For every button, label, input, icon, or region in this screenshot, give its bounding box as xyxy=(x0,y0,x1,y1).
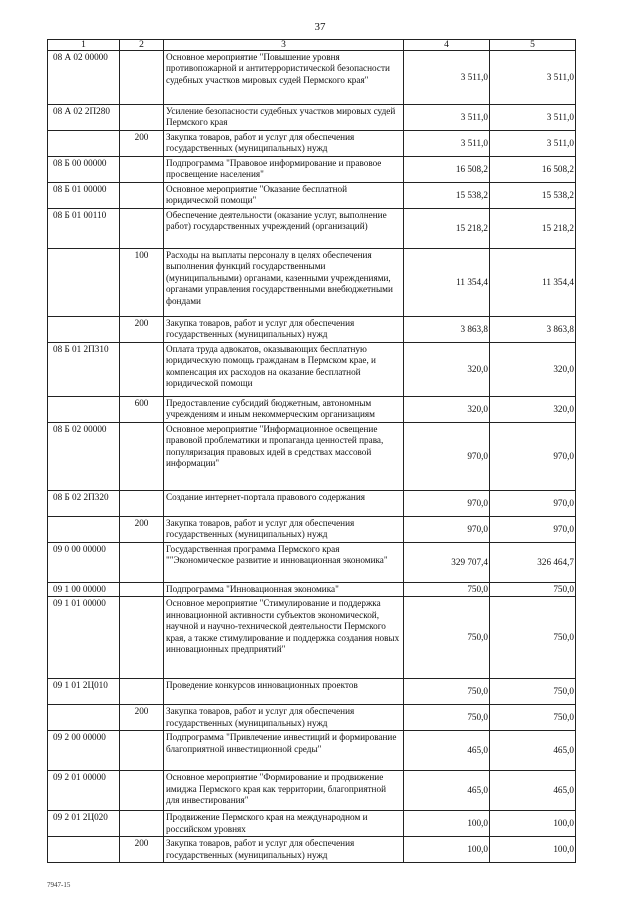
row-code: 09 1 00 00000 xyxy=(48,583,120,597)
row-name: Закупка товаров, работ и услуг для обеспечения государственных (муниципальных) нужд xyxy=(164,317,404,343)
table-row xyxy=(48,731,576,771)
row-value-col5: 326 464,7 xyxy=(490,543,576,583)
row-value-col4: 465,0 xyxy=(404,731,490,771)
row-name: Создание интернет-портала правового содержания xyxy=(164,491,404,517)
row-expense-type xyxy=(120,105,164,131)
table-row xyxy=(48,51,576,105)
row-value-col5: 16 508,2 xyxy=(490,157,576,183)
row-expense-type xyxy=(120,491,164,517)
row-value-col5: 320,0 xyxy=(490,397,576,423)
row-value-col5: 750,0 xyxy=(490,679,576,705)
row-value-col4: 970,0 xyxy=(404,517,490,543)
row-value-col5: 3 863,8 xyxy=(490,317,576,343)
row-expense-type: 200 xyxy=(120,837,164,863)
row-expense-type xyxy=(120,543,164,583)
table-row xyxy=(48,131,576,157)
row-value-col4: 100,0 xyxy=(404,837,490,863)
row-expense-type: 100 xyxy=(120,249,164,317)
row-value-col4: 3 511,0 xyxy=(404,105,490,131)
row-name: Обеспечение деятельности (оказание услуг, выполнение работ) государственных учреждений (организаций) xyxy=(164,209,404,249)
page-number: 37 xyxy=(314,21,326,33)
row-value-col4: 15 218,2 xyxy=(404,209,490,249)
row-value-col5: 970,0 xyxy=(490,423,576,491)
row-value-col4: 100,0 xyxy=(404,811,490,837)
row-value-col5: 750,0 xyxy=(490,597,576,679)
row-code: 09 2 01 00000 xyxy=(48,771,120,811)
table-row xyxy=(48,679,576,705)
row-value-col4: 465,0 xyxy=(404,771,490,811)
row-name: Государственная программа Пермского края ""Экономическое развитие и инновационная экономика" xyxy=(164,543,404,583)
row-value-col5: 320,0 xyxy=(490,343,576,397)
column-header-5: 5 xyxy=(490,40,576,51)
row-value-col5: 100,0 xyxy=(490,811,576,837)
row-name: Расходы на выплаты персоналу в целях обеспечения выполнения функций государственными (муниципальными) органами, казенными учреждениями, органами управления государственными внебюджетными фондами xyxy=(164,249,404,317)
table-row xyxy=(48,491,576,517)
row-name: Закупка товаров, работ и услуг для обеспечения государственных (муниципальных) нужд xyxy=(164,705,404,731)
row-code: 08 Б 01 00110 xyxy=(48,209,120,249)
row-code: 08 Б 02 00000 xyxy=(48,423,120,491)
row-value-col4: 3 511,0 xyxy=(404,51,490,105)
table-row xyxy=(48,837,576,863)
document-footer-code: 7947-15 xyxy=(47,881,71,889)
row-expense-type xyxy=(120,343,164,397)
budget-table xyxy=(47,39,576,863)
row-value-col5: 100,0 xyxy=(490,837,576,863)
table-row xyxy=(48,183,576,209)
row-expense-type xyxy=(120,679,164,705)
row-code xyxy=(48,317,120,343)
row-value-col4: 3 511,0 xyxy=(404,131,490,157)
row-expense-type xyxy=(120,209,164,249)
row-code: 09 1 01 00000 xyxy=(48,597,120,679)
table-row xyxy=(48,209,576,249)
row-name: Закупка товаров, работ и услуг для обеспечения государственных (муниципальных) нужд xyxy=(164,837,404,863)
row-name: Проведение конкурсов инновационных проектов xyxy=(164,679,404,705)
row-code xyxy=(48,131,120,157)
table-row xyxy=(48,423,576,491)
row-code: 09 0 00 00000 xyxy=(48,543,120,583)
column-header-1: 1 xyxy=(48,40,120,51)
row-expense-type xyxy=(120,51,164,105)
row-expense-type: 600 xyxy=(120,397,164,423)
row-name: Продвижение Пермского края на международном и российском уровнях xyxy=(164,811,404,837)
table-row xyxy=(48,343,576,397)
row-value-col4: 320,0 xyxy=(404,343,490,397)
row-value-col4: 15 538,2 xyxy=(404,183,490,209)
row-expense-type xyxy=(120,423,164,491)
row-name: Основное мероприятие "Стимулирование и поддержка инновационной активности субъектов экономической, научной и научно-технической деятельности Пермского края, а также стимулирование и поддержка создания новых инновационных предприятий" xyxy=(164,597,404,679)
column-header-2: 2 xyxy=(120,40,164,51)
row-value-col5: 3 511,0 xyxy=(490,51,576,105)
table-row xyxy=(48,397,576,423)
row-code xyxy=(48,249,120,317)
row-value-col5: 15 218,2 xyxy=(490,209,576,249)
row-code xyxy=(48,397,120,423)
row-name: Подпрограмма "Инновационная экономика" xyxy=(164,583,404,597)
table-row xyxy=(48,157,576,183)
row-expense-type xyxy=(120,597,164,679)
row-value-col4: 970,0 xyxy=(404,423,490,491)
row-value-col4: 3 863,8 xyxy=(404,317,490,343)
row-name: Основное мероприятие "Повышение уровня противопожарной и антитеррористической безопасности судебных участков мировых судей Пермского края" xyxy=(164,51,404,105)
row-value-col4: 750,0 xyxy=(404,705,490,731)
row-value-col5: 3 511,0 xyxy=(490,131,576,157)
row-value-col4: 16 508,2 xyxy=(404,157,490,183)
row-value-col5: 11 354,4 xyxy=(490,249,576,317)
column-header-4: 4 xyxy=(404,40,490,51)
row-value-col4: 750,0 xyxy=(404,679,490,705)
row-code: 08 Б 01 2П310 xyxy=(48,343,120,397)
row-code xyxy=(48,517,120,543)
row-name: Основное мероприятие "Информационное освещение правовой проблематики и пропаганда ценностей права, популяризация правовых идей в средствах массовой информации" xyxy=(164,423,404,491)
row-value-col5: 750,0 xyxy=(490,583,576,597)
row-code: 08 А 02 00000 xyxy=(48,51,120,105)
table-row xyxy=(48,249,576,317)
row-value-col5: 970,0 xyxy=(490,517,576,543)
row-expense-type: 200 xyxy=(120,317,164,343)
row-name: Подпрограмма "Привлечение инвестиций и формирование благоприятной инвестиционной среды" xyxy=(164,731,404,771)
row-name: Подпрограмма "Правовое информирование и правовое просвещение населения" xyxy=(164,157,404,183)
table-row xyxy=(48,517,576,543)
table-row xyxy=(48,543,576,583)
row-value-col4: 320,0 xyxy=(404,397,490,423)
row-code xyxy=(48,837,120,863)
row-name: Оплата труда адвокатов, оказывающих бесплатную юридическую помощь гражданам в Пермском крае, и компенсация их расходов на оказание бесплатной юридической помощи xyxy=(164,343,404,397)
row-name: Закупка товаров, работ и услуг для обеспечения государственных (муниципальных) нужд xyxy=(164,131,404,157)
row-code: 08 А 02 2П280 xyxy=(48,105,120,131)
row-name: Закупка товаров, работ и услуг для обеспечения государственных (муниципальных) нужд xyxy=(164,517,404,543)
row-code: 08 Б 01 00000 xyxy=(48,183,120,209)
row-value-col5: 970,0 xyxy=(490,491,576,517)
row-expense-type xyxy=(120,811,164,837)
row-value-col4: 970,0 xyxy=(404,491,490,517)
row-code: 09 1 01 2Ц010 xyxy=(48,679,120,705)
table-row xyxy=(48,811,576,837)
row-name: Основное мероприятие "Формирование и продвижение имиджа Пермского края как территории, благоприятной для инвестирования" xyxy=(164,771,404,811)
row-expense-type xyxy=(120,731,164,771)
row-name: Основное мероприятие "Оказание бесплатной юридической помощи" xyxy=(164,183,404,209)
table-row xyxy=(48,105,576,131)
table-row xyxy=(48,317,576,343)
row-expense-type xyxy=(120,771,164,811)
table-row xyxy=(48,771,576,811)
row-value-col4: 329 707,4 xyxy=(404,543,490,583)
row-code: 08 Б 02 2П320 xyxy=(48,491,120,517)
row-value-col5: 465,0 xyxy=(490,731,576,771)
row-code xyxy=(48,705,120,731)
row-value-col4: 750,0 xyxy=(404,597,490,679)
table-row xyxy=(48,583,576,597)
table-row xyxy=(48,705,576,731)
row-value-col4: 750,0 xyxy=(404,583,490,597)
row-value-col5: 3 511,0 xyxy=(490,105,576,131)
table-header-row xyxy=(48,40,576,51)
table-row xyxy=(48,597,576,679)
row-name: Предоставление субсидий бюджетным, автономным учреждениям и иным некоммерческим организациям xyxy=(164,397,404,423)
row-value-col4: 11 354,4 xyxy=(404,249,490,317)
row-expense-type xyxy=(120,183,164,209)
row-name: Усиление безопасности судебных участков мировых судей Пермского края xyxy=(164,105,404,131)
row-expense-type: 200 xyxy=(120,705,164,731)
row-value-col5: 15 538,2 xyxy=(490,183,576,209)
row-code: 09 2 00 00000 xyxy=(48,731,120,771)
row-code: 08 Б 00 00000 xyxy=(48,157,120,183)
row-value-col5: 465,0 xyxy=(490,771,576,811)
row-expense-type xyxy=(120,157,164,183)
budget-table-body xyxy=(48,40,576,863)
row-expense-type: 200 xyxy=(120,131,164,157)
row-expense-type: 200 xyxy=(120,517,164,543)
row-value-col5: 750,0 xyxy=(490,705,576,731)
row-code: 09 2 01 2Ц020 xyxy=(48,811,120,837)
column-header-3: 3 xyxy=(164,40,404,51)
row-expense-type xyxy=(120,583,164,597)
